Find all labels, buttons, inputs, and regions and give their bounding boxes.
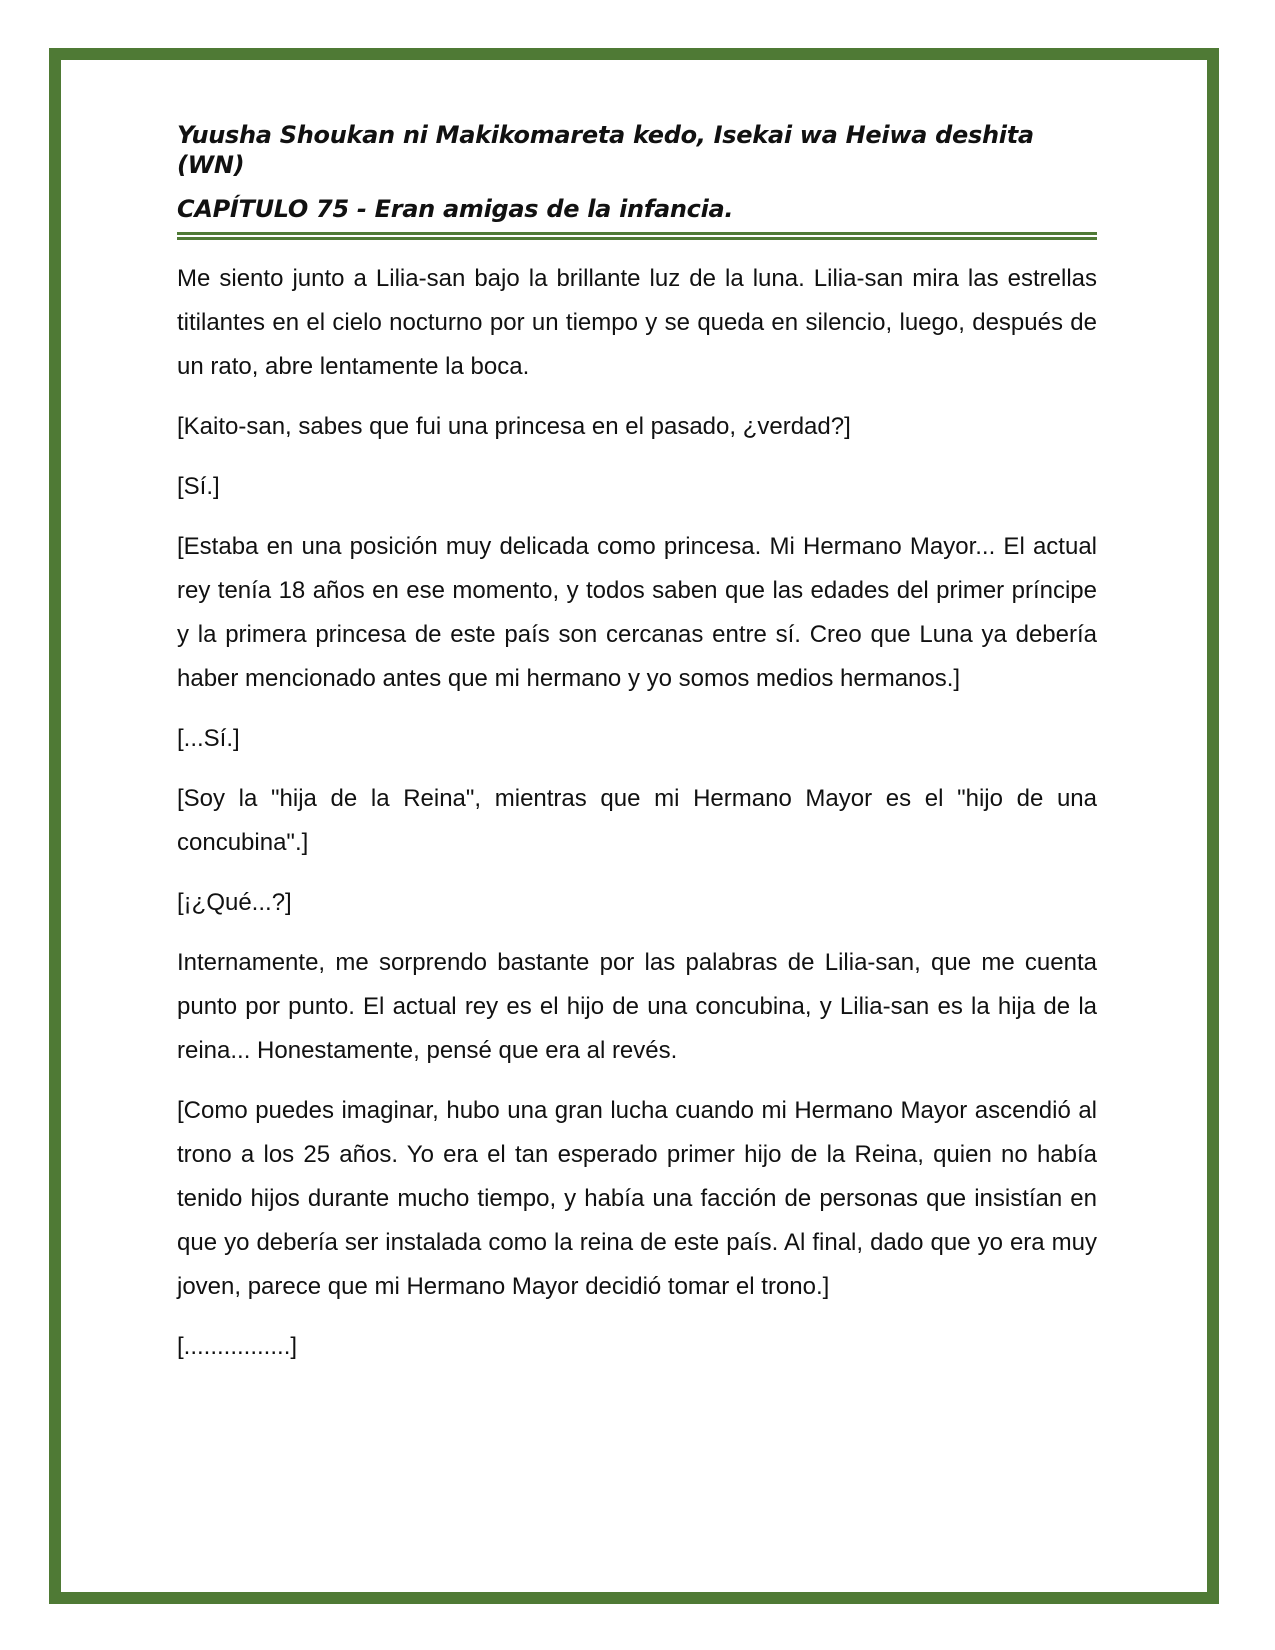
title-divider: [177, 232, 1097, 235]
paragraph: [¡¿Qué...?]: [177, 889, 292, 916]
paragraph: [................]: [177, 1333, 298, 1360]
paragraph: [Kaito-san, sabes que fui una princesa en el pasado, ¿verdad?]: [177, 413, 851, 440]
body-text: [177, 257, 1097, 1369]
paragraph: Me siento junto a Lilia-san bajo la brillante luz de la luna. Lilia-san mira las estrellas titilantes en el cielo nocturno por un tiempo y se queda en silencio, luego, después de un rato, abre lentamente la boca.: [177, 265, 1097, 380]
series-title: Yuusha Shoukan ni Makikomareta kedo, Isekai wa Heiwa deshita (WN): [177, 121, 1034, 179]
paragraph: Internamente, me sorprendo bastante por las palabras de Lilia-san, que me cuenta punto por punto. El actual rey es el hijo de una concubina, y Lilia-san es la hija de la reina... Honestamente, pensé que era al revés.: [177, 949, 1097, 1064]
paragraph: [...Sí.]: [177, 725, 240, 752]
chapter-title: CAPÍTULO 75 - Eran amigas de la infancia.: [177, 195, 734, 223]
paragraph: [Como puedes imaginar, hubo una gran lucha cuando mi Hermano Mayor ascendió al trono a los 25 años. Yo era el tan esperado primer hijo de la Reina, quien no había tenido hijos durante mucho tiempo, y había una facción de personas que insistían en que yo debería ser instalada como la reina de este país. Al final, dado que yo era muy joven, parece que mi Hermano Mayor decidió tomar el trono.]: [177, 1097, 1097, 1300]
paragraph: [Sí.]: [177, 473, 220, 500]
paragraph: [Estaba en una posición muy delicada como princesa. Mi Hermano Mayor... El actual rey tenía 18 años en ese momento, y todos saben que las edades del primer príncipe y la primera princesa de este país son cercanas entre sí. Creo que Luna ya debería haber mencionado antes que mi hermano y yo somos medios hermanos.]: [177, 533, 1097, 692]
paragraph: [Soy la "hija de la Reina", mientras que mi Hermano Mayor es el "hijo de una concubina".]: [177, 785, 1097, 856]
page-content: [177, 112, 1097, 1385]
